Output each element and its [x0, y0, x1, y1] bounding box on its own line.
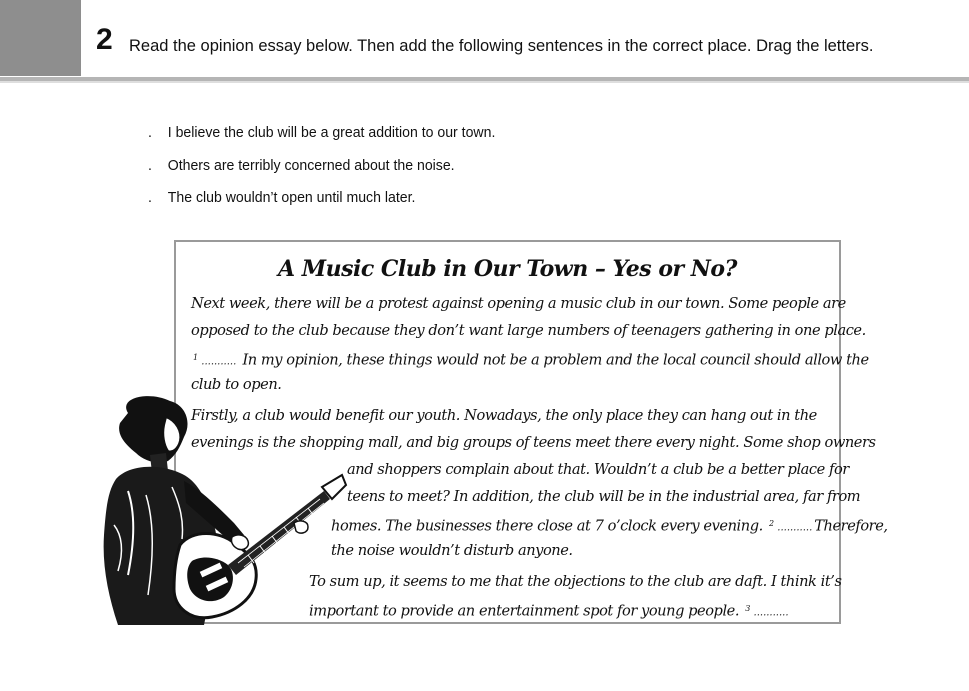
essay-line: teens to meet? In addition, the club will be in the industrial area, far from	[347, 488, 861, 505]
gap-dots: ...........	[777, 522, 813, 534]
sentence-text: The club wouldn’t open until much later.	[167, 189, 416, 206]
header-corner-block	[0, 0, 81, 76]
sentence-text: Others are terribly concerned about the noise.	[167, 156, 455, 174]
sentence-bullet: .	[148, 189, 152, 206]
drop-gap-1[interactable]	[191, 348, 238, 372]
draggable-sentence-3[interactable]	[148, 189, 495, 222]
essay-line-text: important to provide an entertainment spot for young people.	[309, 602, 740, 620]
gap-number: 2	[769, 519, 775, 528]
gap-dots: ...........	[753, 607, 789, 619]
essay-line: opposed to the club because they don’t want large numbers of teenagers gathering in one place.	[191, 322, 866, 339]
sentence-list	[148, 124, 518, 222]
sentence-text: I believe the club will be a great addition to our town.	[167, 124, 496, 141]
header-divider-shadow	[0, 81, 969, 83]
gap-number: 1	[193, 353, 199, 362]
sentence-bullet: .	[148, 124, 152, 141]
draggable-sentence-1[interactable]	[148, 124, 495, 157]
essay-line: club to open.	[191, 376, 282, 393]
task-instruction: Read the opinion essay below. Then add the following sentences in the correct place. Drag the letters.	[129, 37, 874, 55]
sentence-bullet: .	[148, 156, 152, 174]
guitarist-illustration-icon	[88, 395, 348, 625]
essay-title: A Music Club in Our Town – Yes or No?	[278, 256, 737, 282]
essay-line: and shoppers complain about that. Wouldn’t a club be a better place for	[347, 461, 849, 478]
essay-line: evenings is the shopping mall, and big groups of teens meet there every night. Some shop owners	[191, 434, 876, 451]
gap-dots: ...........	[201, 356, 237, 368]
essay-line-text: Therefore,	[814, 517, 888, 535]
essay-line	[191, 348, 869, 372]
task-number: 2	[96, 23, 113, 56]
essay-line	[309, 599, 791, 623]
draggable-sentence-2[interactable]	[148, 157, 495, 190]
essay-line	[331, 514, 888, 538]
essay-line-text: In my opinion, these things would not be a problem and the local council should allow the	[242, 351, 869, 369]
essay-line: Next week, there will be a protest against opening a music club in our town. Some people are	[191, 295, 846, 312]
gap-number: 3	[745, 604, 751, 613]
essay-line-text: homes. The businesses there close at 7 o’clock every evening.	[331, 517, 763, 535]
essay-line: Firstly, a club would benefit our youth. Nowadays, the only place they can hang out in the	[191, 407, 817, 424]
drop-gap-2[interactable]	[767, 514, 814, 538]
essay-line: the noise wouldn’t disturb anyone.	[331, 542, 573, 559]
essay-line: To sum up, it seems to me that the objections to the club are daft. I think it’s	[309, 573, 842, 590]
drop-gap-3[interactable]	[743, 599, 790, 623]
